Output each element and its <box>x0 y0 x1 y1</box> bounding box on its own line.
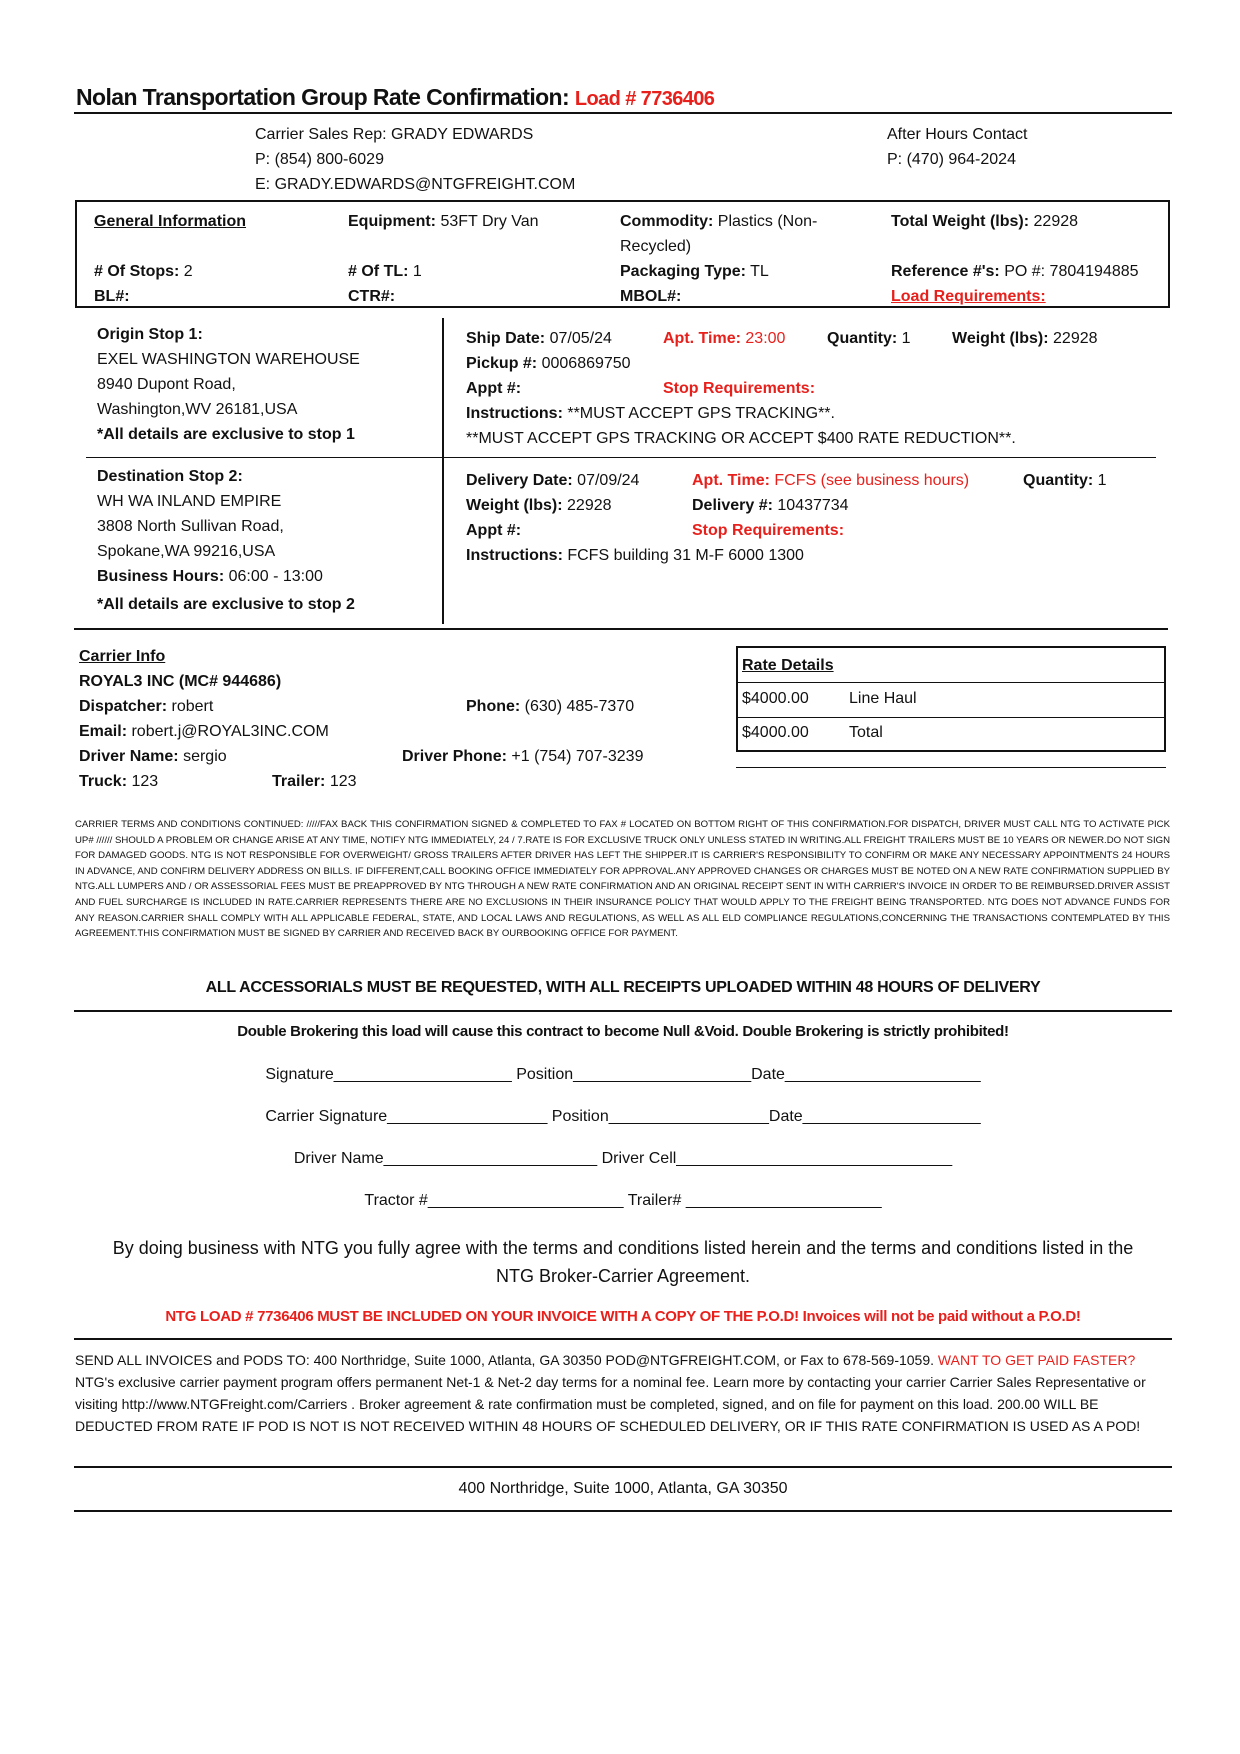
origin-pickup <box>466 351 631 376</box>
rate-bottom-rule <box>736 767 1166 768</box>
origin-apt-time <box>663 326 785 351</box>
payment-program-text: NTG's exclusive carrier payment program offers permanent Net-1 & Net-2 day terms for a nominal fee. Learn more by contacting your carrier Carrier Sales Representative or visiting http://www.NTGFreight.com/Carriers . Broker agreement & rate confirmation must be completed, signed, and on file for payment on this load. 200.00 WILL BE DEDUCTED FROM RATE IF POD IS NOT IS NOT RECEIVED WITHIN 48 HOURS OF SCHEDULED DELIVERY, OR IF THIS RATE CONFIRMATION IS USED AS A POD! <box>75 1374 1146 1434</box>
destination-instr-value: FCFS building 31 M-F 6000 1300 <box>567 547 804 564</box>
sales-rep: Carrier Sales Rep: GRADY EDWARDS <box>255 126 534 143</box>
sales-phone: P: (854) 800-6029 <box>255 151 384 168</box>
general-col-2 <box>348 209 539 309</box>
footer-bottom-rule <box>74 1510 1172 1512</box>
ship-date-value: 07/05/24 <box>549 330 612 347</box>
destination-exclusive-note: *All details are exclusive to stop 2 <box>97 596 355 613</box>
destination-apt-time <box>692 468 969 493</box>
dispatcher-label: Dispatcher: <box>79 698 168 715</box>
total-label: Total <box>849 724 883 741</box>
ctr-label: CTR#: <box>348 288 396 305</box>
trailer-label: Trailer: <box>272 773 326 790</box>
origin-instr-value: **MUST ACCEPT GPS TRACKING**. <box>567 405 835 422</box>
get-paid-faster: WANT TO GET PAID FASTER? <box>937 1352 1136 1368</box>
total-weight-label: Total Weight (lbs): <box>891 213 1030 230</box>
driver-name-line[interactable]: Driver Name________________________ Driver Cell_______________________________ <box>293 1150 953 1167</box>
destination-name: WH WA INLAND EMPIRE <box>97 493 282 510</box>
origin-ship-date <box>466 326 612 351</box>
pickup-value: 0006869750 <box>541 355 631 372</box>
origin-instr-value-2: **MUST ACCEPT GPS TRACKING OR ACCEPT $400 RATE REDUCTION**. <box>466 430 1016 447</box>
accessorials-notice: ALL ACCESSORIALS MUST BE REQUESTED, WITH ALL RECEIPTS UPLOADED WITHIN 48 HOURS OF DELIVERY <box>205 979 1041 996</box>
carrier-heading: Carrier Info <box>79 648 166 665</box>
origin-instructions <box>466 401 1016 451</box>
origin-qty-value: 1 <box>901 330 911 347</box>
driver-name-value: sergio <box>183 748 227 765</box>
accessorials-rule <box>74 1010 1172 1012</box>
destination-qty-value: 1 <box>1097 472 1107 489</box>
carrier-signature-line[interactable]: Carrier Signature__________________ Position__________________Date____________________ <box>265 1108 981 1125</box>
signature-line[interactable]: Signature____________________ Position____________________Date______________________ <box>265 1066 981 1083</box>
origin-appt: Appt #: <box>466 380 522 397</box>
total-weight-value: 22928 <box>1033 213 1079 230</box>
after-hours-label: After Hours Contact <box>887 126 1028 143</box>
invoice-rule <box>74 1338 1172 1340</box>
trailer-info <box>272 769 357 794</box>
origin-weight <box>952 326 1098 351</box>
load-requirements: Load Requirements: <box>891 288 1046 305</box>
send-invoices-paragraph <box>75 1349 1172 1437</box>
total-amount: $4000.00 <box>742 724 809 741</box>
origin-exclusive-note: *All details are exclusive to stop 1 <box>97 426 355 443</box>
stops-divider <box>442 318 444 624</box>
origin-title: Origin Stop 1: <box>97 326 203 343</box>
commodity-value: Plastics (Non- <box>717 213 818 230</box>
destination-delivery-number <box>692 493 849 518</box>
pickup-label: Pickup #: <box>466 355 538 372</box>
destination-stop-requirements: Stop Requirements: <box>692 522 845 539</box>
send-invoices-text: SEND ALL INVOICES and PODS TO: 400 Northridge, Suite 1000, Atlanta, GA 30350 POD@NTGFREIGHT.COM, or Fax to 678-569-1059. <box>75 1352 938 1368</box>
origin-weight-value: 22928 <box>1053 330 1098 347</box>
destination-quantity <box>1023 468 1107 493</box>
terms-and-conditions: CARRIER TERMS AND CONDITIONS CONTINUED: /////FAX BACK THIS CONFIRMATION SIGNED & COMPLETED TO FAX # LOCATED ON BOTTOM RIGHT OF THIS CONFIRMATION.FOR DISPATCH, DRIVER MUST CALL NTG TO ACTIVATE PICK UP# ////// SHOULD A PROBLEM OR CHANGE ARISE AT ANY TIME, NOTIFY NTG IMMEDIATELY, 24 / 7.RATE IS FOR EXCLUSIVE TRUCK ONLY UNLESS STATED IN WRITING.ALL FREIGHT TRAILERS MUST BE 10 YEARS OR NEWER.DO NOT SIGN FOR DAMAGED GOODS. NTG IS NOT RESPONSIBLE FOR OVERWEIGHT/ GROSS TRAILERS AFTER DRIVER HAS LEFT THE SHIPPER.IT IS CARRIER'S RESPONSIBILITY TO CONFIRM OR MAKE ANY NECESSARY APPOINTMENTS 24 HOURS IN ADVANCE, AND CONFIRM DELIVERY ADDRESS ON BILLS. IF DIFFERENT,CALL BOOKING OFFICE IMMEDIATELY FOR APPROVAL.ANY APPROVED CHANGES OR CHARGES MUST BE NOTED ON A NEW RATE CONFIRMATION SUPPLIED BY NTG.ALL LUMPERS AND / OR ASSESSORIAL FEES MUST BE PREAPPROVED BY NTG THROUGH A NEW RATE CONFIRMATION AND AN ORIGINAL RECEIPT SENT IN WITH CARRIER'S INVOICE IN ORDER TO BE REIMBURSED.DRIVER ASSIST AND FUEL SURCHARGE IS INCLUDED IN RATE.CARRIER REPRESENTS THERE ARE NO EXCLUSIONS IN THEIR INSURANCE POLICY THAT WOULD APPLY TO THE FREIGHT BEING TRANSPORTED. NTG DOES NOT ADVANCE FUNDS FOR ANY REASON.CARRIER SHALL COMPLY WITH ALL APPLICABLE FEDERAL, STATE, AND LOCAL LAWS AND REGULATIONS, AS WELL AS ALL ELD COMPLIANCE REGULATIONS,CONCERNING THE TRANSACTIONS CONTEMPLATED BY THIS AGREEMENT.THIS CONFIRMATION MUST BE SIGNED BY CARRIER AND RECEIVED BACK BY OURBOOKING OFFICE FOR PAYMENT. <box>75 819 1170 940</box>
carrier-phone-value: (630) 485-7370 <box>524 698 635 715</box>
driver-phone <box>402 744 643 769</box>
destination-title: Destination Stop 2: <box>97 468 243 485</box>
linehaul-amount: $4000.00 <box>742 690 809 707</box>
load-number: Load # 7736406 <box>574 88 715 110</box>
invoice-pod-notice: NTG LOAD # 7736406 MUST BE INCLUDED ON YOUR INVOICE WITH A COPY OF THE P.O.D! Invoices will not be paid without a P.O.D! <box>165 1308 1081 1325</box>
stops-bottom-rule <box>74 628 1168 630</box>
carrier-info <box>79 644 329 769</box>
footer-top-rule <box>74 1466 1172 1468</box>
origin-stop-requirements: Stop Requirements: <box>663 380 816 397</box>
origin-instr-label: Instructions: <box>466 405 563 422</box>
email-value: robert.j@ROYAL3INC.COM <box>131 723 329 740</box>
linehaul-label: Line Haul <box>849 690 917 707</box>
origin-street: 8940 Dupont Road, <box>97 376 236 393</box>
title-rule <box>74 112 1172 114</box>
business-hours-label: Business Hours: <box>97 568 225 585</box>
agreement-line-1: By doing business with NTG you fully agree with the terms and conditions listed herein and the terms and conditions listed in the <box>112 1238 1134 1258</box>
delivery-date-value: 07/09/24 <box>577 472 640 489</box>
email-label: Email: <box>79 723 128 740</box>
dispatcher-value: robert <box>171 698 214 715</box>
destination-instr-label: Instructions: <box>466 547 563 564</box>
origin-apt-label: Apt. Time: <box>663 330 741 347</box>
general-heading: General Information <box>94 213 247 230</box>
sales-email: E: GRADY.EDWARDS@NTGFREIGHT.COM <box>255 176 576 193</box>
equipment-label: Equipment: <box>348 213 436 230</box>
general-col-4 <box>891 209 1139 309</box>
trailer-value: 123 <box>329 773 357 790</box>
truck-value: 123 <box>131 773 159 790</box>
truck-info <box>79 769 158 794</box>
mbol-label: MBOL#: <box>620 288 682 305</box>
reference-label: Reference #'s: <box>891 263 1000 280</box>
delivery-number-value: 10437734 <box>777 497 849 514</box>
packaging-value: TL <box>750 263 769 280</box>
stops-label: # Of Stops: <box>94 263 180 280</box>
agreement-line-2: NTG Broker-Carrier Agreement. <box>495 1266 751 1286</box>
rate-row-total <box>742 720 809 745</box>
tl-label: # Of TL: <box>348 263 409 280</box>
driver-phone-label: Driver Phone: <box>402 748 507 765</box>
agreement-text <box>74 1234 1172 1290</box>
general-col-1 <box>94 209 246 309</box>
tractor-trailer-line[interactable]: Tractor #______________________ Trailer# ______________________ <box>364 1192 882 1209</box>
carrier-name: ROYAL3 INC (MC# 944686) <box>79 673 282 690</box>
delivery-number-label: Delivery #: <box>692 497 773 514</box>
reference-value: PO #: 7804194885 <box>1004 263 1139 280</box>
destination-weight-label: Weight (lbs): <box>466 497 563 514</box>
commodity-value-cont: Recycled) <box>620 238 692 255</box>
double-brokering-notice: Double Brokering this load will cause this contract to become Null &Void. Double Brokering is strictly prohibited! <box>237 1023 1009 1040</box>
after-hours-phone: P: (470) 964-2024 <box>887 151 1016 168</box>
destination-apt-label: Apt. Time: <box>692 472 770 489</box>
carrier-phone-label: Phone: <box>466 698 521 715</box>
carrier-phone <box>466 694 634 719</box>
footer-address: 400 Northridge, Suite 1000, Atlanta, GA 30350 <box>458 1480 788 1497</box>
truck-label: Truck: <box>79 773 128 790</box>
destination-delivery-date <box>466 468 639 493</box>
origin-name: EXEL WASHINGTON WAREHOUSE <box>97 351 360 368</box>
driver-phone-value: +1 (754) 707-3239 <box>511 748 644 765</box>
sales-rep-block <box>255 122 575 197</box>
origin-stop <box>97 322 360 447</box>
tl-value: 1 <box>412 263 422 280</box>
rate-heading: Rate Details <box>742 657 834 674</box>
packaging-label: Packaging Type: <box>620 263 746 280</box>
stops-separator <box>86 457 1156 458</box>
commodity-label: Commodity: <box>620 213 714 230</box>
destination-city: Spokane,WA 99216,USA <box>97 543 276 560</box>
bl-label: BL#: <box>94 288 130 305</box>
title-text: Nolan Transportation Group Rate Confirmation: <box>76 84 570 110</box>
destination-apt-value: FCFS (see business hours) <box>774 472 970 489</box>
rate-row-rule <box>736 717 1166 718</box>
destination-stop <box>97 464 355 617</box>
destination-weight <box>466 493 612 518</box>
destination-qty-label: Quantity: <box>1023 472 1094 489</box>
delivery-date-label: Delivery Date: <box>466 472 573 489</box>
stops-value: 2 <box>183 263 193 280</box>
rate-row-linehaul <box>742 686 809 711</box>
destination-instructions <box>466 543 804 568</box>
origin-weight-label: Weight (lbs): <box>952 330 1049 347</box>
origin-apt-value: 23:00 <box>745 330 786 347</box>
equipment-value: 53FT Dry Van <box>440 213 539 230</box>
page-title <box>76 84 714 111</box>
after-hours-block <box>887 122 1028 172</box>
driver-name-label: Driver Name: <box>79 748 179 765</box>
ship-date-label: Ship Date: <box>466 330 546 347</box>
origin-qty-label: Quantity: <box>827 330 898 347</box>
destination-street: 3808 North Sullivan Road, <box>97 518 284 535</box>
general-col-3 <box>620 209 817 309</box>
origin-quantity <box>827 326 911 351</box>
business-hours-value: 06:00 - 13:00 <box>228 568 323 585</box>
destination-weight-value: 22928 <box>567 497 612 514</box>
origin-city: Washington,WV 26181,USA <box>97 401 298 418</box>
destination-appt: Appt #: <box>466 522 522 539</box>
rate-heading-rule <box>736 682 1166 683</box>
